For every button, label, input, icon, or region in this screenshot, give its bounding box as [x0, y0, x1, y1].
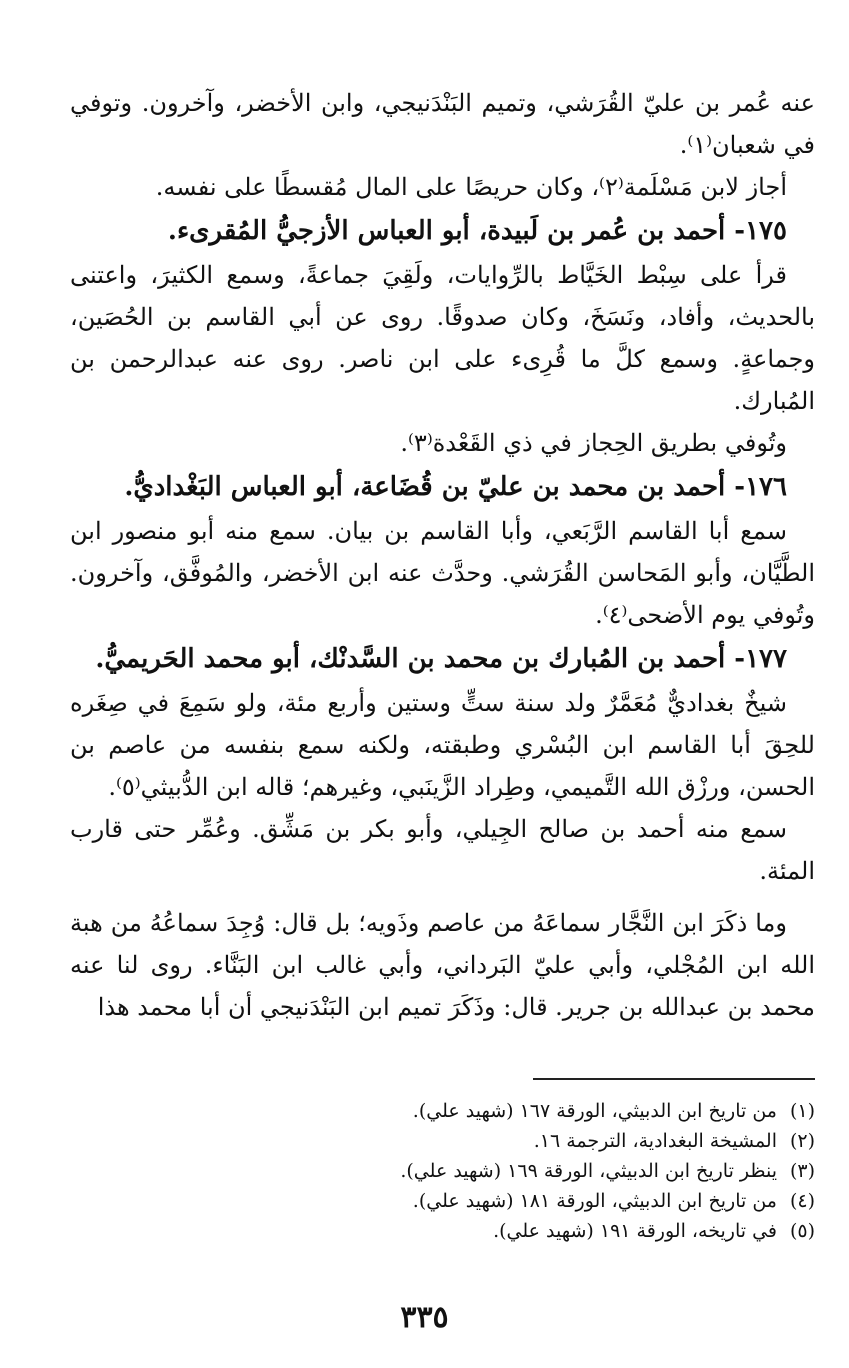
page-number: ٣٣٥ — [400, 1300, 449, 1335]
entry-heading: ١٧٥- أحمد بن عُمر بن لَبيدة، أبو العباس الأزجيُّ المُقرىء. — [167, 216, 787, 246]
body-paragraph: عنه عُمر بن عليّ القُرَشي، وتميم البَنْدَنيجي، وابن الأخضر، وآخرون. وتوفي في شعبان⁽١⁾. — [70, 89, 815, 159]
footnote-text: في تاريخه، الورقة ١٩١ (شهيد علي). — [493, 1220, 777, 1242]
footnote-text: من تاريخ ابن الدبيثي، الورقة ١٨١ (شهيد علي). — [412, 1190, 777, 1212]
body-paragraph: سمع منه أحمد بن صالح الجِيلي، وأبو بكر بن مَشِّق. وعُمِّر حتى قارب المئة. — [70, 815, 815, 885]
footnote-number: (١) — [789, 1100, 815, 1122]
body-paragraph: وتُوفي بطريق الحِجاز في ذي القَعْدة⁽٣⁾. — [400, 429, 787, 457]
footnote-number: (٣) — [789, 1160, 815, 1182]
footnote — [175, 1216, 815, 1246]
footnotes — [175, 1096, 815, 1246]
body-paragraph: شيخٌ بغداديٌّ مُعَمَّرٌ ولد سنة ستٍّ وستين وأربع مئة، ولو سَمِعَ في صِغَره للحِقَ أبا القاسم ابن البُسْري وطبقته، ولكنه سمع بنفسه من عاصم بن الحسن، ورزْق الله التَّميمي، وطِراد الزَّينَبي، وغيرهم؛ قاله ابن الدُّبيثي⁽٥⁾. — [70, 689, 815, 801]
entry-heading: ١٧٦- أحمد بن محمد بن عليّ بن قُضَاعة، أبو العباس البَغْداديُّ. — [124, 472, 787, 502]
footnote — [175, 1096, 815, 1126]
footnote — [175, 1156, 815, 1186]
footnote — [175, 1186, 815, 1216]
body-paragraph: سمع أبا القاسم الرَّبَعي، وأبا القاسم بن بيان. سمع منه أبو منصور ابن الطَّيَّان، وأبو المَحاسن القُرَشي. وحدَّث عنه ابن الأخضر، والمُوفَّق، وآخرون. وتُوفي يوم الأضحى⁽٤⁾. — [70, 517, 815, 629]
main-text — [70, 82, 815, 1028]
entry-heading: ١٧٧- أحمد بن المُبارك بن محمد بن السَّدنْك، أبو محمد الحَريميُّ. — [95, 644, 787, 674]
footnote-text: المشيخة البغدادية، الترجمة ١٦. — [533, 1130, 777, 1152]
footnote-number: (٤) — [789, 1190, 815, 1212]
body-paragraph: قرأ على سِبْط الخَيَّاط بالرِّوايات، ولَقِيَ جماعةً، وسمع الكثيرَ، واعتنى بالحديث، وأفاد، ونَسَخَ، وكان صدوقًا. روى عن أبي القاسم بن الحُصَين، وجماعةٍ. وسمع كلَّ ما قُرِىء على ابن ناصر. روى عنه عبدالرحمن بن المُبارك. — [70, 261, 815, 415]
footnote-number: (٢) — [789, 1130, 815, 1152]
paragraph-gap — [70, 892, 815, 902]
footnote-number: (٥) — [789, 1220, 815, 1242]
footnote-text: ينظر تاريخ ابن الدبيثي، الورقة ١٦٩ (شهيد علي). — [400, 1160, 777, 1182]
footnote-separator — [533, 1078, 815, 1080]
footnote — [175, 1126, 815, 1156]
footnote-text: من تاريخ ابن الدبيثي، الورقة ١٦٧ (شهيد علي). — [412, 1100, 777, 1122]
body-paragraph: أجاز لابن مَسْلَمة⁽٢⁾، وكان حريصًا على المال مُقسطًا على نفسه. — [155, 173, 787, 201]
body-paragraph: وما ذكَرَ ابن النَّجَّار سماعَهُ من عاصم وذَويه؛ بل قال: وُجِدَ سماعُهُ من هبة الله ابن المُجْلي، وأبي عليّ البَرداني، وأبي غالب ابن البَنَّاء. روى لنا عنه محمد بن عبدالله بن جرير. قال: وذَكَرَ تميم ابن البَنْدَنيجي أن أبا محمد هذا — [70, 909, 815, 1021]
